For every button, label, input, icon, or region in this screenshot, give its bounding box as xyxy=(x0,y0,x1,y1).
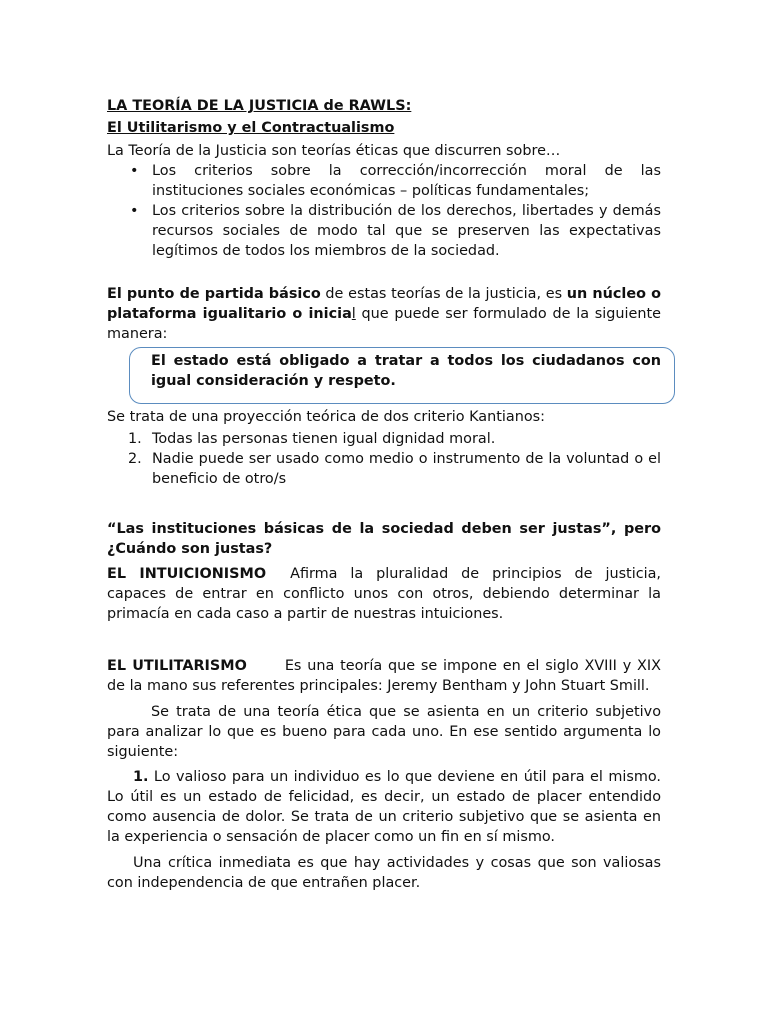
list-item xyxy=(107,161,661,201)
list-item xyxy=(107,429,661,449)
intro-paragraph: La Teoría de la Justicia son teorías éticas que discurren sobre… xyxy=(107,143,561,159)
intuicionismo-label: EL INTUICIONISMO xyxy=(107,566,267,582)
utilitarismo-point xyxy=(107,767,661,847)
punto-paragraph xyxy=(107,284,661,344)
kant-list xyxy=(107,429,661,489)
point-text: Lo valioso para un individuo es lo que deviene en útil para el mismo. Lo útil es un estado de felicidad, es decir, un estado de placer entendido como ausencia de dolor. Se trata de un criterio subjetivo que se asienta en la experiencia o sensación de placer como un fin en sí mismo. xyxy=(107,769,661,845)
list-number: 2. xyxy=(128,451,142,467)
question-heading: “Las instituciones básicas de la sociedad deben ser justas”, pero ¿Cuándo son justas? xyxy=(107,521,661,557)
callout-text: El estado está obligado a tratar a todos los ciudadanos con igual consideración y respeto. xyxy=(151,353,661,389)
utilitarismo-label: EL UTILITARISMO xyxy=(107,658,247,674)
bullet-icon: • xyxy=(130,163,139,179)
list-item-text: Los criterios sobre la distribución de los derechos, libertades y demás recursos sociales de modo tal que se preserven las expectativas legítimos de todos los miembros de la sociedad. xyxy=(152,203,661,259)
point-number: 1. xyxy=(133,769,149,785)
utilitarismo-paragraph xyxy=(107,656,661,696)
list-number: 1. xyxy=(128,431,142,447)
list-item-text: Los criterios sobre la corrección/incorrección moral de las instituciones sociales económicas – políticas fundamentales; xyxy=(152,163,661,199)
list-item-text: Todas las personas tienen igual dignidad moral. xyxy=(152,431,496,447)
punto-underlined: l xyxy=(351,306,356,322)
list-item xyxy=(107,201,661,261)
punto-text-1: de estas teorías de la justicia, es xyxy=(320,286,567,302)
utilitarismo-text: Es una teoría que se impone en el siglo XVIII y XIX de la mano sus referentes principales: Jeremy Bentham y John Stuart Smill. xyxy=(107,658,661,694)
document-subtitle: El Utilitarismo y el Contractualismo xyxy=(107,120,395,136)
intuicionismo-paragraph xyxy=(107,564,661,624)
critica-paragraph: Una crítica inmediata es que hay actividades y cosas que son valiosas con independencia de que entrañen placer. xyxy=(107,855,661,891)
kant-intro: Se trata de una proyección teórica de dos criterio Kantianos: xyxy=(107,409,545,425)
punto-bold-2: un núcleo o plataforma igualitario o inicia xyxy=(107,286,662,322)
criteria-list xyxy=(107,161,661,261)
bullet-icon: • xyxy=(130,203,139,219)
utilitarismo-paragraph-2: Se trata de una teoría ética que se asienta en un criterio subjetivo para analizar lo que es bueno para cada uno. En ese sentido argumenta lo siguiente: xyxy=(107,704,661,760)
punto-text-2: que puede ser formulado de la siguiente manera: xyxy=(107,306,662,342)
document-title: LA TEORÍA DE LA JUSTICIA de RAWLS: xyxy=(107,98,412,114)
document-body xyxy=(107,96,661,893)
punto-bold-1: El punto de partida básico xyxy=(107,286,321,302)
list-item xyxy=(107,449,661,489)
list-item-text: Nadie puede ser usado como medio o instrumento de la voluntad o el beneficio de otro/s xyxy=(152,451,661,487)
intuicionismo-text: Afirma la pluralidad de principios de justicia, capaces de entrar en conflicto unos con otros, debiendo determinar la primacía en cada caso a partir de nuestras intuiciones. xyxy=(107,566,662,622)
